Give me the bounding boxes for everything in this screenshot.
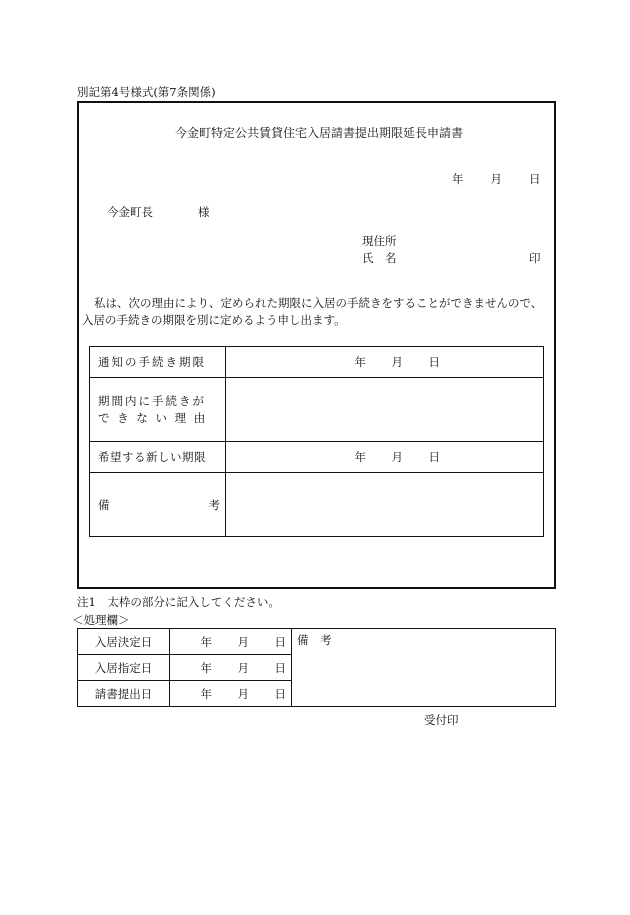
day-label: 日 — [274, 634, 286, 649]
processing-notes-label: 備 考 — [297, 633, 332, 647]
move-in-decision-date-label: 入居決定日 — [78, 629, 170, 655]
move-in-designated-date-label: 入居指定日 — [78, 655, 170, 681]
year-label: 年 — [354, 355, 366, 369]
pledge-submission-date-value[interactable] — [170, 681, 292, 707]
processing-notes[interactable] — [292, 629, 556, 707]
address-label: 現住所 — [362, 234, 397, 248]
remarks-label-right: 考 — [208, 497, 220, 512]
year-label: 年 — [200, 634, 212, 649]
month-label: 月 — [391, 450, 403, 464]
request-statement-line1: 私は、次の理由により、定められた期限に入居の手続きをすることができませんので、 — [94, 296, 543, 310]
extension-details-table — [89, 346, 544, 537]
table-row — [90, 442, 544, 473]
addressee-suffix: 様 — [198, 205, 210, 219]
date-year-label: 年 — [452, 172, 464, 186]
day-label: 日 — [428, 355, 440, 369]
year-label: 年 — [200, 686, 212, 701]
form-reference: 別記第4号様式(第7条関係) — [77, 85, 216, 99]
month-label: 月 — [391, 355, 403, 369]
move-in-designated-date-value[interactable] — [170, 655, 292, 681]
processing-heading: ＜処理欄＞ — [72, 613, 130, 627]
notice-deadline-value[interactable] — [226, 347, 544, 378]
table-row — [78, 629, 556, 655]
reason-value[interactable] — [226, 378, 544, 442]
date-day-label: 日 — [529, 172, 541, 186]
request-statement-line2: 入居の手続きの期限を別に定めるよう申し出ます。 — [82, 313, 346, 327]
reason-label-line2: で き な い 理 由 — [98, 410, 208, 425]
day-label: 日 — [274, 686, 286, 701]
month-label: 月 — [237, 660, 249, 675]
notice-deadline-label: 通知の手続き期限 — [90, 347, 226, 378]
application-date — [452, 171, 541, 187]
remarks-value[interactable] — [226, 473, 544, 537]
move-in-decision-date-value[interactable] — [170, 629, 292, 655]
day-label: 日 — [428, 450, 440, 464]
pledge-submission-date-label: 請書提出日 — [78, 681, 170, 707]
remarks-label — [90, 473, 226, 537]
seal-mark: 印 — [529, 251, 541, 265]
remarks-label-left: 備 — [98, 497, 110, 512]
month-label: 月 — [237, 686, 249, 701]
receipt-stamp-label: 受付印 — [424, 713, 459, 727]
table-row — [90, 473, 544, 537]
form-title: 今金町特定公共賃貸住宅入居請書提出期限延長申請書 — [175, 126, 464, 140]
name-label: 氏 名 — [362, 251, 397, 265]
processing-table — [77, 628, 556, 707]
reason-label-line1: 期間内に手続きが — [98, 393, 206, 408]
table-row — [90, 378, 544, 442]
year-label: 年 — [200, 660, 212, 675]
new-deadline-label: 希望する新しい期限 — [90, 442, 226, 473]
table-row — [90, 347, 544, 378]
day-label: 日 — [274, 660, 286, 675]
new-deadline-value[interactable] — [226, 442, 544, 473]
reason-label — [90, 378, 226, 442]
date-month-label: 月 — [490, 172, 502, 186]
instruction-note: 注1 太枠の部分に記入してください。 — [77, 595, 280, 609]
addressee: 今金町長 — [107, 205, 153, 219]
month-label: 月 — [237, 634, 249, 649]
year-label: 年 — [354, 450, 366, 464]
